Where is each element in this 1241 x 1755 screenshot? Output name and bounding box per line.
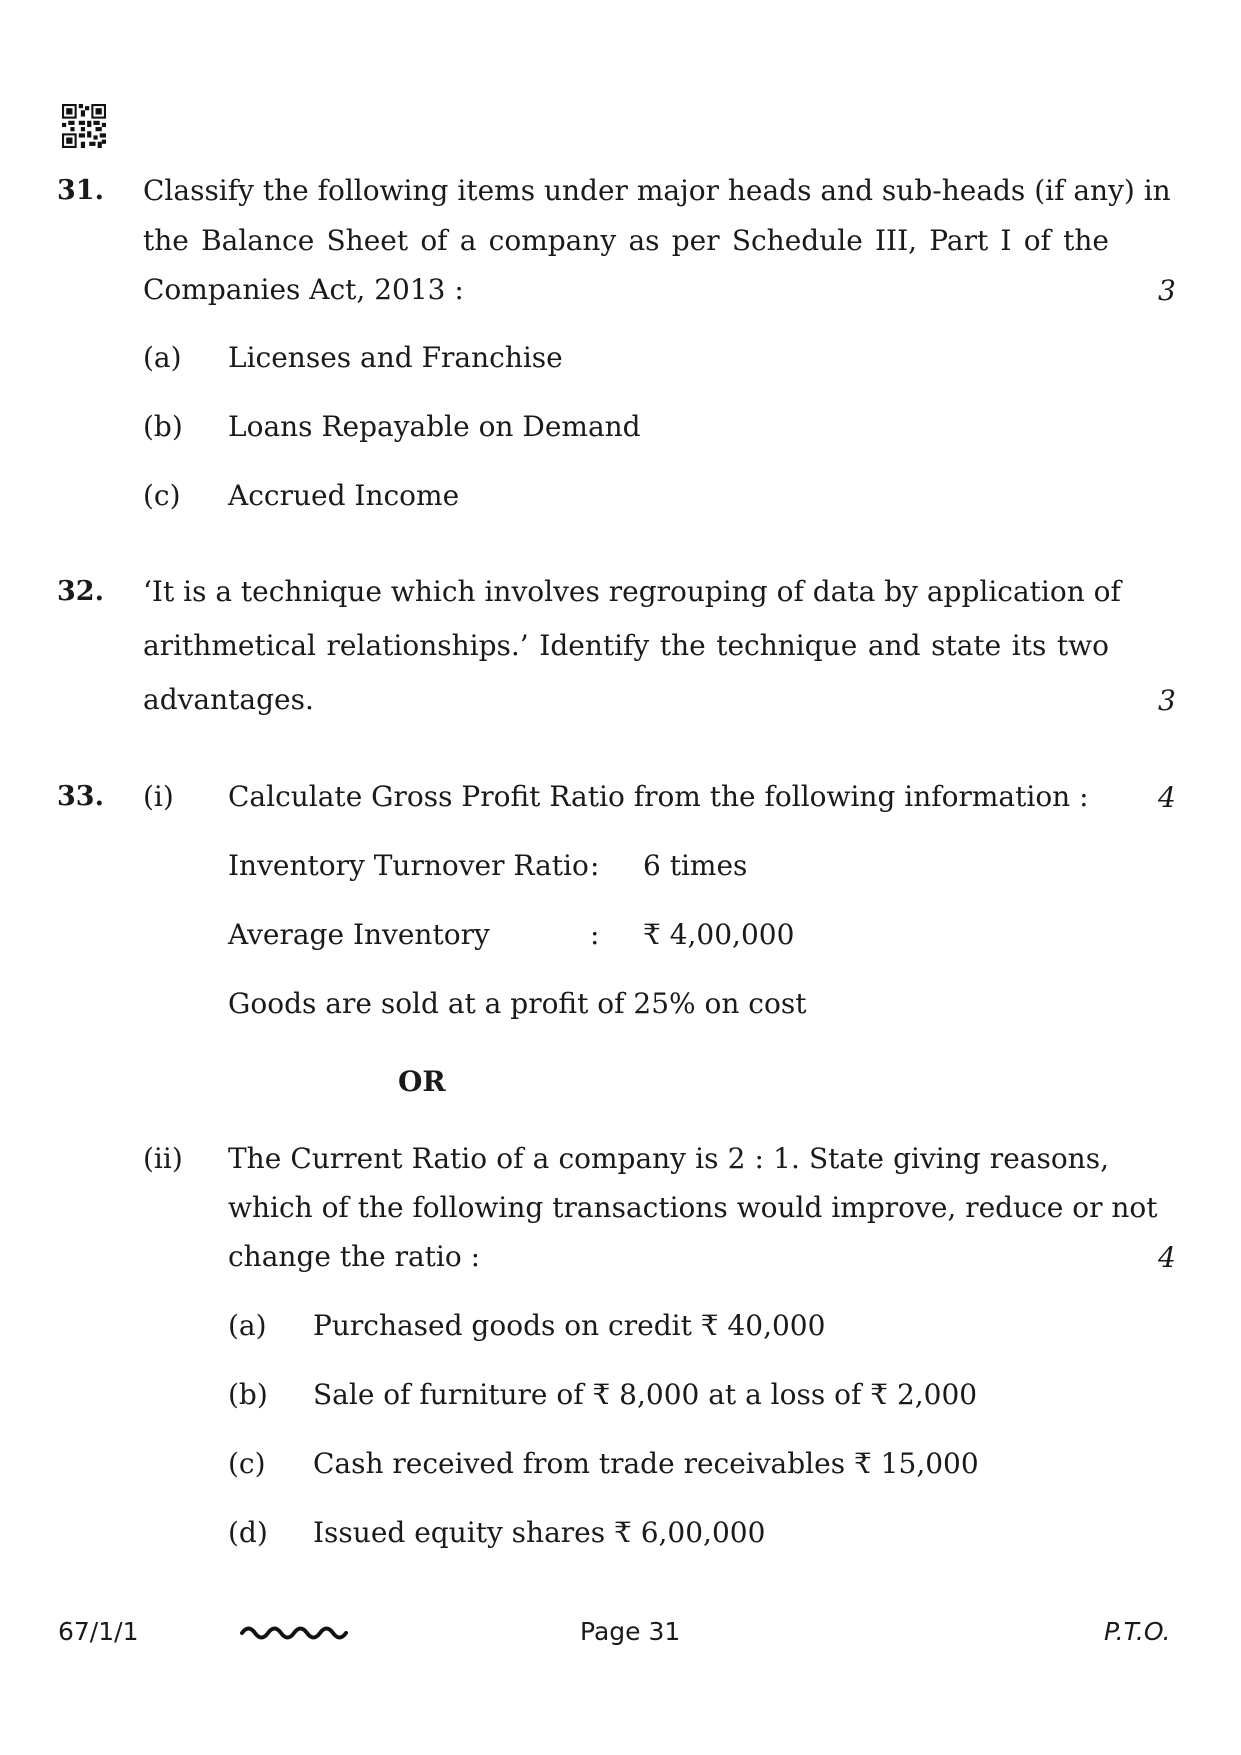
question-31-line-2: the Balance Sheet of a company as per Schedule III, Part I of the — [143, 224, 1109, 257]
item-label: (c) — [228, 1447, 266, 1480]
or-divider: OR — [398, 1065, 446, 1098]
info-separator: : — [590, 849, 600, 882]
item-label: (c) — [143, 479, 181, 512]
marks: 4 — [1158, 1241, 1176, 1274]
info-value: 6 times — [643, 849, 748, 882]
question-32-line-3: advantages. — [143, 683, 314, 716]
wave-decoration-icon — [240, 1620, 352, 1642]
marks: 4 — [1158, 781, 1176, 814]
marks: 3 — [1158, 274, 1176, 307]
paper-code: 67/1/1 — [58, 1617, 139, 1646]
question-number: 33. — [57, 781, 104, 812]
part-ii-line-1: The Current Ratio of a company is 2 : 1. State giving reasons, — [228, 1142, 1109, 1175]
question-32-line-1: ‘It is a technique which involves regrouping of data by application of — [143, 575, 1121, 608]
item-text: Sale of furniture of ₹ 8,000 at a loss of ₹ 2,000 — [313, 1378, 978, 1411]
qr-code-icon — [62, 104, 106, 148]
info-value: ₹ 4,00,000 — [643, 918, 795, 951]
item-label: (b) — [228, 1378, 268, 1411]
question-31-line-1: Classify the following items under major heads and sub-heads (if any) in — [143, 174, 1171, 207]
item-label: (d) — [228, 1516, 268, 1549]
marks: 3 — [1158, 684, 1176, 717]
page-number: Page 31 — [580, 1617, 681, 1646]
part-ii-line-2: which of the following transactions would improve, reduce or not — [228, 1191, 1158, 1224]
question-31-line-3: Companies Act, 2013 : — [143, 273, 464, 306]
part-i-note: Goods are sold at a profit of 25% on cost — [228, 987, 807, 1020]
item-text: Loans Repayable on Demand — [228, 410, 641, 443]
part-ii-line-3: change the ratio : — [228, 1240, 481, 1273]
question-number: 31. — [57, 175, 104, 206]
info-label: Inventory Turnover Ratio — [228, 849, 589, 882]
info-separator: : — [590, 918, 600, 951]
item-text: Purchased goods on credit ₹ 40,000 — [313, 1309, 826, 1342]
part-label: (i) — [143, 780, 174, 813]
part-i-text: Calculate Gross Profit Ratio from the following information : — [228, 780, 1089, 813]
item-text: Cash received from trade receivables ₹ 15,000 — [313, 1447, 979, 1480]
question-32-line-2: arithmetical relationships.’ Identify the technique and state its two — [143, 629, 1109, 662]
please-turn-over: P.T.O. — [1104, 1617, 1171, 1646]
question-number: 32. — [57, 576, 104, 607]
item-text: Accrued Income — [228, 479, 460, 512]
item-label: (a) — [143, 341, 182, 374]
part-label: (ii) — [143, 1142, 183, 1175]
item-label: (b) — [143, 410, 183, 443]
item-text: Licenses and Franchise — [228, 341, 563, 374]
item-label: (a) — [228, 1309, 267, 1342]
info-label: Average Inventory — [228, 918, 490, 951]
item-text: Issued equity shares ₹ 6,00,000 — [313, 1516, 766, 1549]
